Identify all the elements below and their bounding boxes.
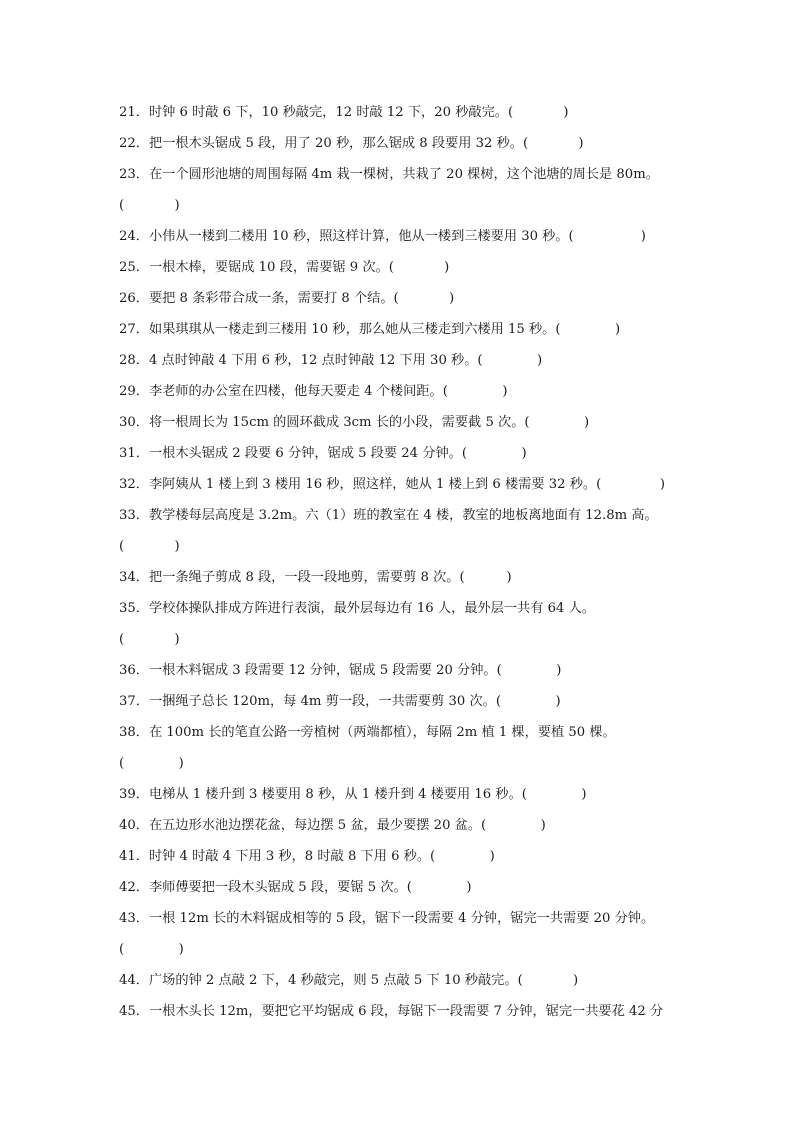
question-text: 43．一根 12m 长的木料锯成相等的 5 段，锯下一段需要 4 分钟，锯完一共需要 20 分钟。	[119, 911, 655, 926]
question-list	[119, 102, 679, 1032]
question-line	[119, 908, 679, 939]
answer-blank[interactable]: ( )	[568, 229, 646, 244]
answer-blank[interactable]: ( )	[461, 446, 527, 461]
question-line	[119, 288, 679, 319]
question-text: 36．一根木料锯成 3 段需要 12 分钟，锯成 5 段需要 20 分钟。	[119, 663, 497, 678]
answer-blank[interactable]: ( )	[119, 198, 180, 213]
answer-blank[interactable]: ( )	[555, 322, 621, 337]
answer-blank[interactable]: ( )	[442, 384, 508, 399]
question-text: 26．要把 8 条彩带合成一条，需要打 8 个结。	[119, 291, 394, 306]
answer-blank[interactable]: ( )	[522, 136, 584, 151]
answer-blank[interactable]: ( )	[521, 787, 587, 802]
question-line	[119, 505, 679, 536]
question-line	[119, 350, 679, 381]
question-line	[119, 598, 679, 629]
question-line	[119, 164, 679, 195]
question-text: 34．把一条绳子剪成 8 段，一段一段地剪，需要剪 8 次。	[119, 570, 460, 585]
question-text: 39．电梯从 1 楼升到 3 楼要用 8 秒，从 1 楼升到 4 楼要用 16 秒。	[119, 787, 522, 802]
answer-blank[interactable]: ( )	[596, 477, 666, 492]
answer-blank[interactable]: ( )	[507, 105, 569, 120]
question-text: 30．将一根周长为 15cm 的圆环截成 3cm 长的小段，需要截 5 次。	[119, 415, 525, 430]
answer-blank[interactable]: ( )	[406, 880, 472, 895]
question-text: 45．一根木头长 12m，要把它平均锯成 6 段，每锯下一段需要 7 分钟，锯完一共要花 42 分	[119, 1004, 664, 1019]
answer-blank[interactable]: ( )	[430, 849, 495, 864]
question-line	[119, 567, 679, 598]
question-line	[119, 536, 679, 567]
question-text: 40．在五边形水池边摆花盆，每边摆 5 盆，最少要摆 20 盆。	[119, 818, 482, 833]
answer-blank[interactable]: ( )	[477, 353, 543, 368]
question-line	[119, 381, 679, 412]
question-line	[119, 846, 679, 877]
question-line	[119, 412, 679, 443]
question-line	[119, 753, 679, 784]
question-line	[119, 722, 679, 753]
question-text: 23．在一个圆形池塘的周围每隔 4m 栽一棵树，共栽了 20 棵树，这个池塘的周长是 80m。	[119, 167, 659, 182]
answer-blank[interactable]: ( )	[496, 663, 562, 678]
question-line	[119, 443, 679, 474]
question-text: 24．小伟从一楼到二楼用 10 秒，照这样计算，他从一楼到三楼要用 30 秒。	[119, 229, 569, 244]
question-line	[119, 877, 679, 908]
question-text: 35．学校体操队排成方阵进行表演，最外层每边有 16 人，最外层一共有 64 人。	[119, 601, 595, 616]
question-line	[119, 660, 679, 691]
question-text: 25．一根木棒，要锯成 10 段，需要锯 9 次。	[119, 260, 389, 275]
answer-blank[interactable]: ( )	[388, 260, 450, 275]
answer-blank[interactable]: ( )	[119, 632, 180, 647]
question-text: 41．时钟 4 时敲 4 下用 3 秒，8 时敲 8 下用 6 秒。	[119, 849, 431, 864]
question-text: 29．李老师的办公室在四楼，他每天要走 4 个楼间距。	[119, 384, 443, 399]
answer-blank[interactable]: ( )	[119, 539, 180, 554]
question-text: 22．把一根木头锯成 5 段，用了 20 秒，那么锯成 8 段要用 32 秒。	[119, 136, 523, 151]
question-line	[119, 691, 679, 722]
question-line	[119, 815, 679, 846]
question-text: 33．教学楼每层高度是 3.2m。六（1）班的教室在 4 楼，教室的地板离地面有 12.8m 高。	[119, 508, 658, 523]
question-text: 32．李阿姨从 1 楼上到 3 楼用 16 秒，照这样，她从 1 楼上到 6 楼需要 32 秒。	[119, 477, 597, 492]
question-line	[119, 226, 679, 257]
question-line	[119, 195, 679, 226]
question-line	[119, 319, 679, 350]
answer-blank[interactable]: ( )	[393, 291, 455, 306]
answer-blank[interactable]: ( )	[459, 570, 512, 585]
answer-blank[interactable]: ( )	[524, 415, 590, 430]
answer-blank[interactable]: ( )	[495, 694, 561, 709]
question-text: 44．广场的钟 2 点敲 2 下，4 秒敲完，则 5 点敲 5 下 10 秒敲完。	[119, 973, 518, 988]
answer-blank[interactable]: ( )	[119, 942, 184, 957]
question-line	[119, 133, 679, 164]
question-line	[119, 257, 679, 288]
question-line	[119, 939, 679, 970]
question-text: 42．李师傅要把一段木头锯成 5 段，要锯 5 次。	[119, 880, 407, 895]
answer-blank[interactable]: ( )	[119, 756, 184, 771]
question-text: 21．时钟 6 时敲 6 下，10 秒敲完，12 时敲 12 下，20 秒敲完。	[119, 105, 508, 120]
question-text: 38．在 100m 长的笔直公路一旁植树（两端都植），每隔 2m 植 1 棵，要植 50 棵。	[119, 725, 616, 740]
question-text: 28．4 点时钟敲 4 下用 6 秒，12 点时钟敲 12 下用 30 秒。	[119, 353, 478, 368]
question-text: 31．一根木头锯成 2 段要 6 分钟，锯成 5 段要 24 分钟。	[119, 446, 462, 461]
answer-blank[interactable]: ( )	[481, 818, 546, 833]
question-line	[119, 784, 679, 815]
question-line	[119, 970, 679, 1001]
question-line	[119, 474, 679, 505]
answer-blank[interactable]: ( )	[517, 973, 579, 988]
question-text: 27．如果琪琪从一楼走到三楼用 10 秒，那么她从三楼走到六楼用 15 秒。	[119, 322, 556, 337]
question-line	[119, 1001, 679, 1032]
question-line	[119, 629, 679, 660]
question-line	[119, 102, 679, 133]
question-text: 37．一捆绳子总长 120m，每 4m 剪一段，一共需要剪 30 次。	[119, 694, 496, 709]
